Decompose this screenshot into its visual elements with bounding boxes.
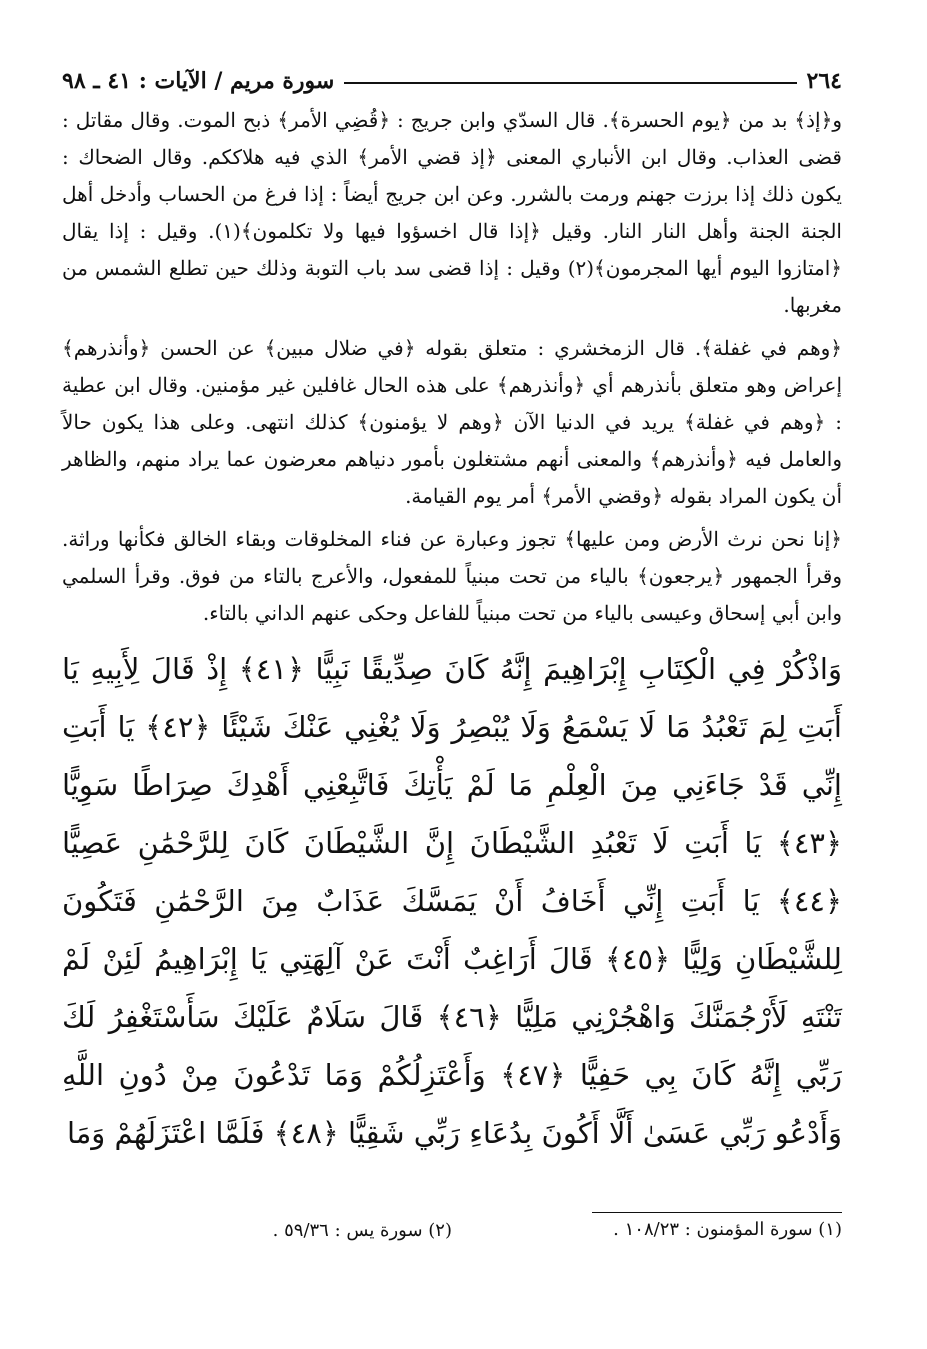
page-number: ٢٦٤: [806, 68, 842, 94]
footnotes: [62, 1212, 842, 1241]
commentary-paragraph-1: و﴿إذ﴾ بد من ﴿يوم الحسرة﴾. قال السدّي وابن جريج : ﴿قُضِي الأمر﴾ ذبح الموت. وقال مقاتل : قضى العذاب. وقال ابن الأنباري المعنى ﴿إذ قضي الأمر﴾ الذي فيه هلاككم. وقال الضحاك : يكون ذلك إذا برزت جهنم ورمت بالشرر. وعن ابن جريج أيضاً : إذا فرغ من الحساب وأدخل أهل الجنة الجنة وأهل النار النار. وقيل ﴿إذا قال اخسؤوا فيها ولا تكلمون﴾(١). وقيل : إذا يقال ﴿امتازوا اليوم أيها المجرمون﴾(٢) وقيل : إذا قضى سد باب التوبة وذلك حين تطلع الشمس من مغربها.: [62, 108, 842, 317]
header-rule: [344, 82, 796, 84]
document-page: [62, 60, 842, 1162]
page-header: [62, 60, 842, 94]
commentary-paragraph-3: ﴿إنا نحن نرث الأرض ومن عليها﴾ تجوز وعبارة عن فناء المخلوقات وبقاء الخالق فكأنها وراثة. وقرأ الجمهور ﴿يرجعون﴾ بالياء من تحت مبنياً للمفعول، والأعرج بالتاء من فوق. وقرأ السلمي وابن أبي إسحاق وعيسى بالياء من تحت مبنياً للفاعل وحكى عنهم الداني بالتاء.: [62, 527, 842, 625]
footnote-rule: [592, 1212, 842, 1213]
footnote-2: (٢) سورة يس : ٥٩/٣٦ .: [272, 1220, 452, 1241]
running-title: سورة مريم / الآيات : ٤١ ـ ٩٨: [62, 68, 335, 94]
footnote-1-block: [452, 1212, 842, 1241]
footnote-1: (١) سورة المؤمنون : ١٠٨/٢٣ .: [613, 1219, 842, 1240]
quran-verses: وَاذْكُرْ فِي الْكِتَابِ إِبْرَاهِيمَ إِنَّهُ كَانَ صِدِّيقًا نَبِيًّا ﴿٤١﴾ إِذْ قَالَ لِأَبِيهِ يَا أَبَتِ لِمَ تَعْبُدُ مَا لَا يَسْمَعُ وَلَا يُبْصِرُ وَلَا يُغْنِي عَنْكَ شَيْئًا ﴿٤٢﴾ يَا أَبَتِ إِنِّي قَدْ جَاءَنِي مِنَ الْعِلْمِ مَا لَمْ يَأْتِكَ فَاتَّبِعْنِي أَهْدِكَ صِرَاطًا سَوِيًّا ﴿٤٣﴾ يَا أَبَتِ لَا تَعْبُدِ الشَّيْطَانَ إِنَّ الشَّيْطَانَ كَانَ لِلرَّحْمَٰنِ عَصِيًّا ﴿٤٤﴾ يَا أَبَتِ إِنِّي أَخَافُ أَنْ يَمَسَّكَ عَذَابٌ مِنَ الرَّحْمَٰنِ فَتَكُونَ لِلشَّيْطَانِ وَلِيًّا ﴿٤٥﴾ قَالَ أَرَاغِبٌ أَنْتَ عَنْ آلِهَتِي يَا إِبْرَاهِيمُ لَئِنْ لَمْ تَنْتَهِ لَأَرْجُمَنَّكَ وَاهْجُرْنِي مَلِيًّا ﴿٤٦﴾ قَالَ سَلَامٌ عَلَيْكَ سَأَسْتَغْفِرُ لَكَ رَبِّي إِنَّهُ كَانَ بِي حَفِيًّا ﴿٤٧﴾ وَأَعْتَزِلُكُمْ وَمَا تَدْعُونَ مِنْ دُونِ اللَّهِ وَأَدْعُو رَبِّي عَسَىٰ أَلَّا أَكُونَ بِدُعَاءِ رَبِّي شَقِيًّا ﴿٤٨﴾ فَلَمَّا اعْتَزَلَهُمْ وَمَا: [62, 652, 842, 1150]
footnote-spacer: [62, 1212, 452, 1220]
commentary-paragraph-2: ﴿وهم في غفلة﴾. قال الزمخشري : متعلق بقوله ﴿في ضلال مبين﴾ عن الحسن ﴿وأنذرهم﴾ إعراض وهو متعلق بأنذرهم أي ﴿وأنذرهم﴾ على هذه الحال غافلين غير مؤمنين. وقال ابن عطية : ﴿وهم في غفلة﴾ يريد في الدنيا الآن ﴿وهم لا يؤمنون﴾ كذلك انتهى. وعلى هذا يكون حالاً والعامل فيه ﴿وأنذرهم﴾ والمعنى أنهم مشتغلون بأمور دنياهم معرضون عما يراد منهم، والظاهر أن يكون المراد بقوله ﴿وقضي الأمر﴾ أمر يوم القيامة.: [62, 336, 842, 508]
footnote-2-block: [62, 1212, 452, 1241]
